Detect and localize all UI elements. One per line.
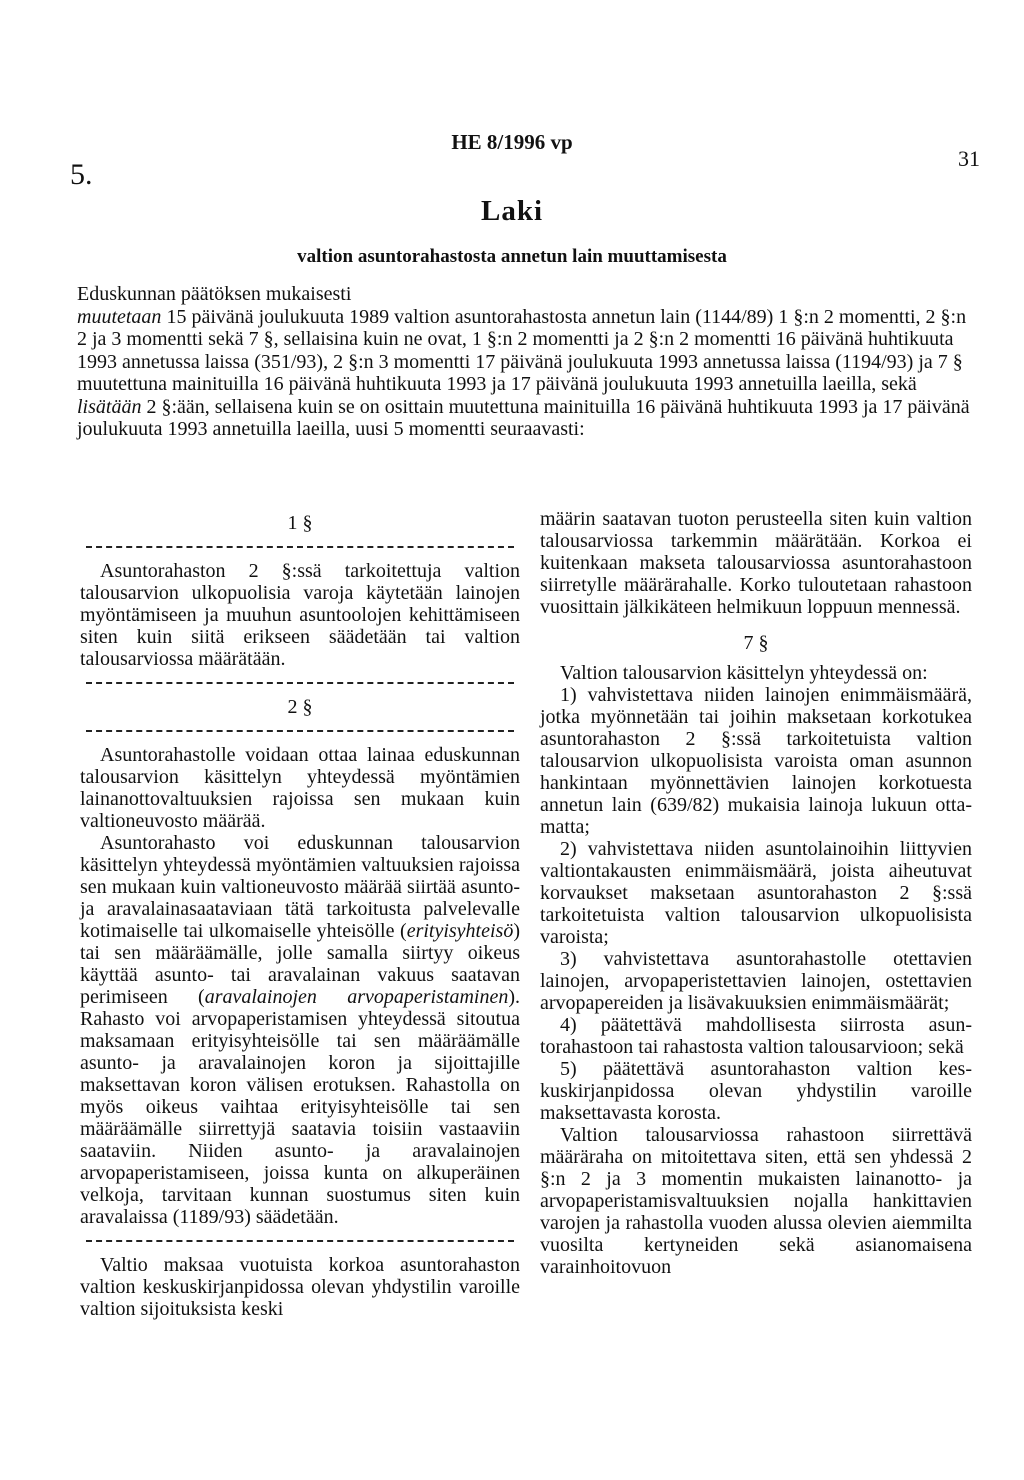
section-heading-7: 7 § — [743, 632, 769, 654]
section-2-paragraph-2-part-c: ). Rahasto voi arvopaperistamisen yhteydessä sitoutua maksamaan erityisyhteisölle tai sen määräämälle asunto- ja aravalainojen koron ja sijoittajille maksettavan koron välisen erotuksen. Rahastolla on myös oikeus vaihtaa erityisyhteisölle tai sen määräämälle siirrettyjä saatavia toisiin vastaaviin saataviin. Niiden asunto- ja aravalainojen arvopaperistamiseen, joissa kunta on alkuperäinen velkoja, tarvitaan kunnan suostumus siten kuin aravalaissa (1189/93) säädetään. — [80, 986, 520, 1228]
page-number: 31 — [958, 146, 980, 171]
section-2-paragraph-3: Valtio maksaa vuotuista korkoa asuntorahaston valtion keskuskirjanpidossa olevan yhdystilin varoille valtion sijoituksista keski — [80, 1254, 520, 1320]
section-heading-1: 1 § — [287, 512, 313, 534]
section-7-intro: Valtion talousarvion käsittelyn yhteydessä on: — [560, 662, 928, 684]
section-7-item-4: 4) päätettävä mahdollisesta siirrosta asuntorahastoon tai rahastosta valtion talousarvioon; sekä — [540, 1014, 972, 1058]
intro-paragraph-2 — [77, 306, 979, 396]
document-number: 5. — [70, 158, 93, 191]
intro-keyword-amend: muutetaan — [77, 305, 162, 328]
intro-text-add: 2 §:ään, sellaisena kuin se on osittain muutettuna mainituilla 16 päivänä huhtikuuta 1993 ja 17 päivänä joulukuuta 1993 annetuilla laeilla, uusi 5 momentti seuraavasti: — [77, 395, 970, 440]
running-head: HE 8/1996 vp — [451, 130, 573, 154]
left-column — [80, 508, 520, 1320]
omission-divider — [86, 1240, 514, 1242]
law-subtitle: valtion asuntorahastosta annetun lain muuttamisesta — [297, 246, 727, 267]
term-securitization: aravalainojen arvopaperistaminen — [204, 986, 509, 1008]
omission-divider — [86, 546, 514, 548]
term-special-entity: erityisyhteisö — [406, 920, 514, 942]
section-2-paragraph-1: Asuntorahastolle voidaan ottaa lainaa eduskunnan talousarvion käsittelyn yhteydessä myöntämien lainanottovaltuuksien rajoissa sen mukaan kuin valtioneuvosto määrää. — [80, 744, 520, 832]
section-heading-2: 2 § — [287, 696, 313, 718]
section-7-item-1: 1) vahvistettava niiden lainojen enimmäismäärä, jotka myönnetään tai joihin maksetaan korkotukea asuntorahaston 2 §:ssä tarkoitetuista valtion talousarvion ulkopuolisista varoista oman asunnon hankintaan myönnettävien lainojen korkotuesta annetun lain (639/82) mukaisia lainoja lukuun ottamatta; — [540, 684, 972, 838]
law-title: Laki — [480, 195, 544, 227]
section-7-item-5: 5) päätettävä asuntorahaston valtion keskuskirjanpidossa olevan yhdystilin varoille maksettavasta korosta. — [540, 1058, 972, 1124]
intro-paragraph-1: Eduskunnan päätöksen mukaisesti — [77, 283, 352, 305]
section-7-item-3: 3) vahvistettava asuntorahastolle otettavien lainojen, arvopaperistettavien lainojen, ostettavien arvopapereiden ja lisävakuuksien enimmäismäärät; — [540, 948, 972, 1014]
section-2-paragraph-2-part-b: ) tai sen määräämälle, jolle samalla siirtyy oikeus käyttää asunto- tai aravalainan vakuus saatavan perimiseen ( — [80, 920, 520, 1008]
intro-text-amend: 15 päivänä joulukuuta 1989 valtion asuntorahastosta annetun lain (1144/89) 1 §:n 2 momentti, 2 §:n 2 ja 3 momentti sekä 7 §, sellaisina kuin ne ovat, 1 §:n 2 momentti ja 2 §:n 2 momentti 16 päivänä huhtikuuta 1993 annetussa laissa (351/93), 2 §:n 3 momentti 17 päivänä joulukuuta 1993 annetussa laissa (1194/93) ja 7 § muutettuna mainituilla 16 päivänä huhtikuuta 1993 ja 17 päivänä joulukuuta 1993 annetuilla laeilla, sekä — [77, 305, 967, 395]
continued-paragraph: määrin saatavan tuoton perusteella siten kuin valtion talousarviossa tarkemmin määrätään. Korkoa ei kuitenkaan makseta talousarviossa asuntorahastoon siirretylle määrärahalle. Korko tuloutetaan rahastoon vuosittain jälkikäteen helmikuun loppuun mennessä. — [540, 508, 972, 618]
omission-divider — [86, 682, 514, 684]
section-2-paragraph-2-part-a: Asuntorahasto voi eduskunnan talousarvion käsittelyn yhteydessä myöntämien valtuuksien rajoissa sen mukaan kuin valtioneuvosto määrää siirtää asunto- ja aravalainasaataviaan tätä tarkoitusta palvelevalle kotimaiselle tai ulkomaiselle yhteisölle ( — [80, 832, 520, 942]
section-7-final-paragraph: Valtion talousarviossa rahastoon siirrettävä määräraha on mitoitettava siten, että sen yhdessä 2 §:n 2 ja 3 momentin mukaisten lainanotto- ja arvopaperistamisvaltuuksien nojalla hankittavien varojen ja rahastolla vuoden alussa olevien aiemmilta vuosilta kertyneiden sekä asianomaisena varainhoitovuon — [540, 1124, 972, 1278]
intro-paragraph-3 — [77, 396, 979, 441]
intro-keyword-add: lisätään — [77, 395, 142, 418]
enactment-clause — [77, 283, 979, 441]
section-2-paragraph-2 — [80, 832, 520, 1228]
section-1-paragraph: Asuntorahaston 2 §:ssä tarkoitettuja valtion talousarvion ulkopuolisia varoja käytetään lainojen myöntämiseen ja muuhun asuntoolojen kehittämiseen siten kuin siitä erikseen säädetään tai valtion talousarviossa määrätään. — [80, 560, 520, 670]
omission-divider — [86, 730, 514, 732]
section-7-item-2: 2) vahvistettava niiden asuntolainoihin liittyvien valtiontakausten enimmäismäärä, joista aiheutuvat korvaukset maksetaan asuntorahaston 2 §:ssä tarkoitetuista valtion talousarvion ulkopuolisista varoista; — [540, 838, 972, 948]
right-column — [540, 508, 972, 1278]
